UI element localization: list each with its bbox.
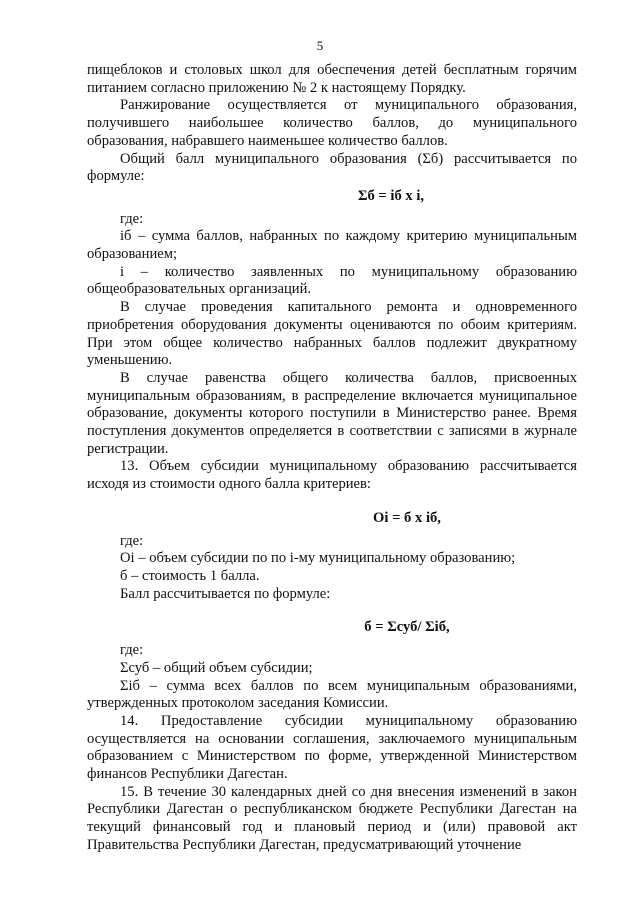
definition-item: б – стоимость 1 балла. xyxy=(120,567,260,584)
where-label: где: xyxy=(120,210,144,227)
paragraph-clause-13: 13. Объем субсидии муниципальному образованию рассчитывается исходя из стоимости одного балла критериев: xyxy=(87,458,577,493)
formula-subsidy-volume: Оi = б х iб, xyxy=(373,509,441,526)
definition-item: Σсуб – общий объем субсидии; xyxy=(120,659,313,676)
paragraph-clause-15: 15. В течение 30 календарных дней со дня внесения изменений в закон Республики Дагестан о республиканском бюджете Республики Дагестан на текущий финансовый год и плановый период и (или) правовой акт Правительства Республики Дагестан, предусматривающий уточнение xyxy=(87,783,577,853)
definition-item: iб – сумма баллов, набранных по каждому критерию муниципальным образованием; xyxy=(87,228,577,263)
definition-item: Σiб – сумма всех баллов по всем муниципальным образованиями, утвержденных протоколом заседания Комиссии. xyxy=(87,677,577,712)
where-label: где: xyxy=(120,642,144,659)
page-number: 5 xyxy=(316,38,324,53)
paragraph: Общий балл муниципального образования (Σб) рассчитывается по формуле: xyxy=(87,150,577,185)
document-body xyxy=(87,62,577,855)
definition-item: Оi – объем субсидии по по i-му муниципальному образованию; xyxy=(120,550,516,567)
paragraph: В случае равенства общего количества баллов, присвоенных муниципальным образованиям, в распределение включается муниципальное образование, документы которого поступили в Министерство ранее. Время поступления документов определяется в соответствии с записями в журнале регистрации. xyxy=(87,369,577,457)
paragraph-clause-14: 14. Предоставление субсидии муниципальному образованию осуществляется на основании соглашения, заключаемого муниципальным образованием с Министерством по форме, утвержденной Министерством финансов Республики Дагестан. xyxy=(87,712,577,783)
paragraph: пищеблоков и столовых школ для обеспечения детей бесплатным горячим питанием согласно приложению № 2 к настоящему Порядку. xyxy=(87,62,577,96)
paragraph: Балл рассчитывается по формуле: xyxy=(120,585,331,602)
where-label: где: xyxy=(120,532,144,549)
paragraph: В случае проведения капитального ремонта и одновременного приобретения оборудования документы оцениваются по обоим критериям. При этом общее количество набранных баллов подлежит двукратному уменьшению. xyxy=(87,299,577,369)
definition-item: i – количество заявленных по муниципальному образованию общеобразовательных организаций. xyxy=(87,263,577,298)
formula-point-cost: б = Σсуб/ Σiб, xyxy=(364,619,450,636)
formula-total-score: Σб = iб х i, xyxy=(357,187,425,204)
paragraph: Ранжирование осуществляется от муниципального образования, получившего наибольшее количество баллов, до муниципального образования, набравшего наименьшее количество баллов. xyxy=(87,97,577,149)
